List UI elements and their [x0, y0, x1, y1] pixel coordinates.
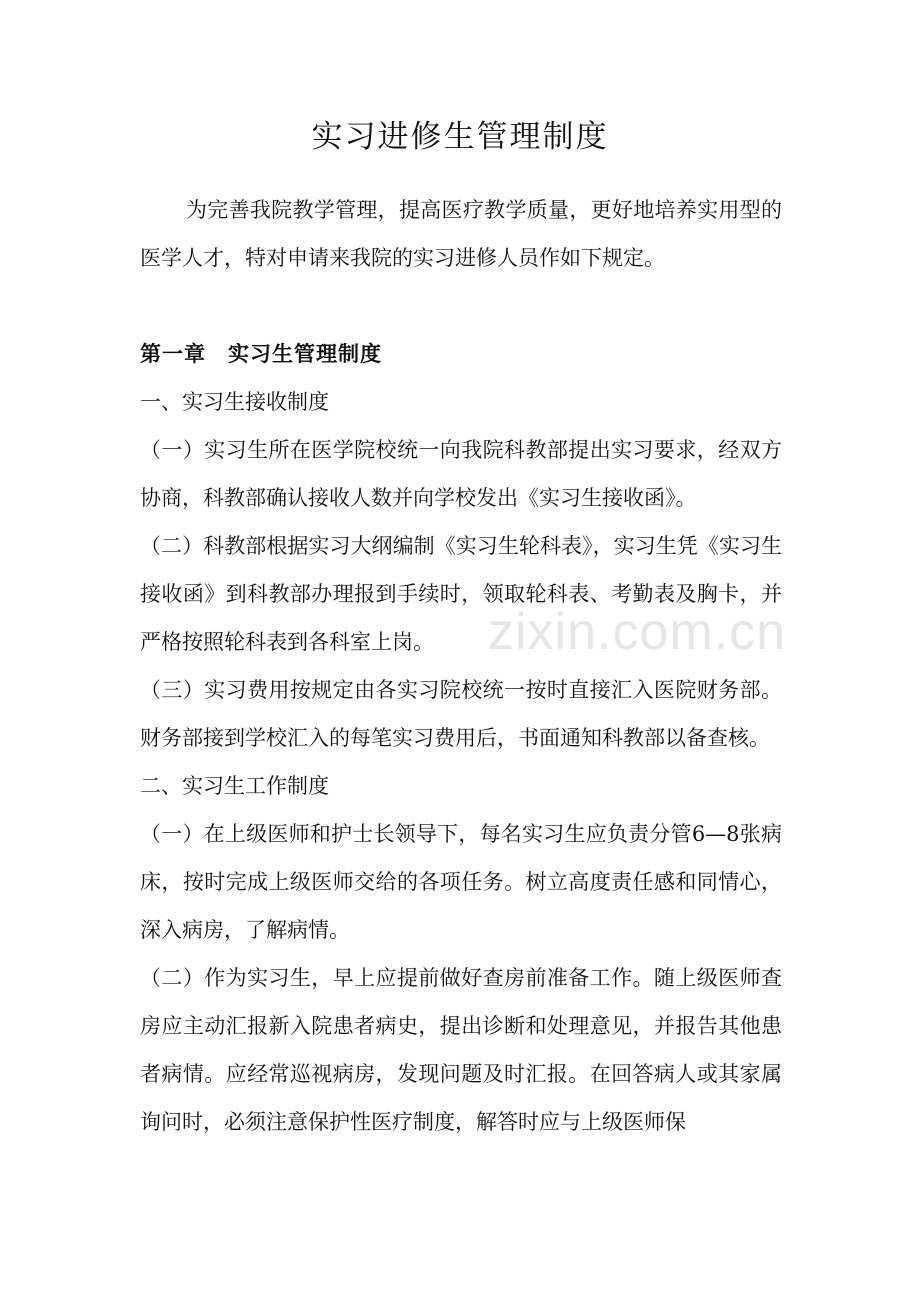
- section-heading-2: 二、实习生工作制度: [140, 774, 329, 798]
- watermark: zixin.com.cn: [488, 603, 787, 661]
- document-body: [140, 330, 782, 1146]
- paragraph-2-1: （一）在上级医师和护士长领导下，每名实习生应负责分管6—8张病床，按时完成上级医师交给的各项任务。树立高度责任感和同情心，深入病房，了解病情。: [140, 822, 782, 942]
- paragraph-1-2: （二）科教部根据实习大纲编制《实习生轮科表》，实习生凭《实习生接收函》到科教部办理报到手续时，领取轮科表、考勤表及胸卡，并严格按照轮科表到各科室上岗。: [140, 534, 782, 654]
- paragraph-2-2: （二）作为实习生，早上应提前做好查房前准备工作。随上级医师查房应主动汇报新入院患者病史，提出诊断和处理意见，并报告其他患者病情。应经常巡视病房，发现问题及时汇报。在回答病人或其家属询问时，必须注意保护性医疗制度，解答时应与上级医师保: [140, 966, 782, 1134]
- paragraph-1-1: （一）实习生所在医学院校统一向我院科教部提出实习要求，经双方协商，科教部确认接收人数并向学校发出《实习生接收函》。: [140, 438, 782, 510]
- intro-paragraph: 为完善我院教学管理，提高医疗教学质量，更好地培养实用型的医学人才，特对申请来我院的实习进修人员作如下规定。: [140, 198, 782, 270]
- section-heading-1: 一、实习生接收制度: [140, 390, 329, 414]
- paragraph-1-3: （三）实习费用按规定由各实习院校统一按时直接汇入医院财务部。财务部接到学校汇入的每笔实习费用后，书面通知科教部以备查核。: [140, 678, 782, 750]
- chapter-heading: 第一章 实习生管理制度: [140, 341, 382, 366]
- page-title: 实习进修生管理制度: [311, 119, 609, 155]
